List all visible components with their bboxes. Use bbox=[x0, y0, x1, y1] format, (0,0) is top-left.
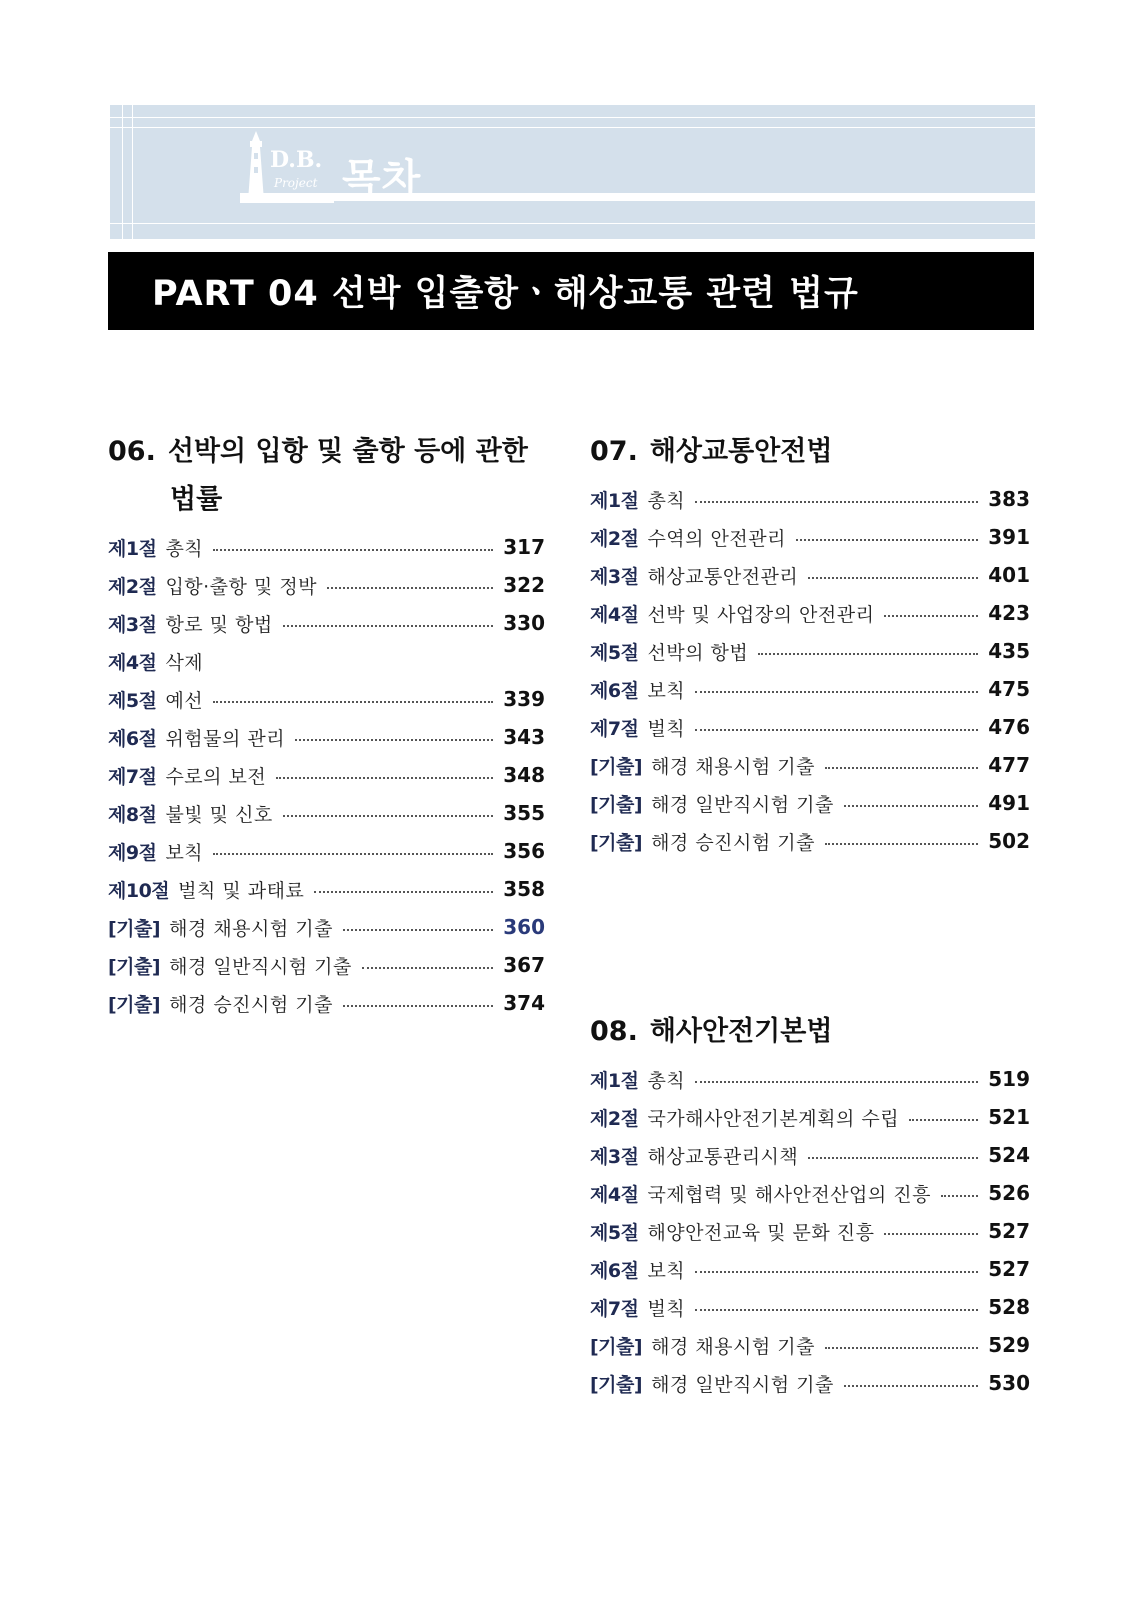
dot-leader bbox=[343, 929, 493, 931]
dot-leader bbox=[695, 1271, 978, 1273]
banner-rule bbox=[110, 223, 1035, 224]
dot-leader bbox=[213, 853, 493, 855]
toc-entry-page: 391 bbox=[988, 525, 1030, 549]
toc-entry-title: 보칙 bbox=[647, 679, 686, 702]
dot-leader bbox=[844, 805, 978, 807]
toc-entry-page: 322 bbox=[503, 573, 545, 597]
toc-entry-page: 475 bbox=[988, 677, 1030, 701]
toc-entry-page: 343 bbox=[503, 725, 545, 749]
toc-entry-title: 선박 및 사업장의 안전관리 bbox=[647, 603, 875, 626]
toc-entry-page: 521 bbox=[988, 1105, 1030, 1129]
toc-entry[interactable] bbox=[108, 528, 545, 566]
banner-vrule bbox=[132, 105, 133, 239]
toc-entry-title: 선박의 항법 bbox=[647, 641, 749, 664]
toc-entry-label: [기출] bbox=[108, 955, 161, 978]
dot-leader bbox=[844, 1385, 978, 1387]
dot-leader bbox=[314, 891, 493, 893]
toc-entry[interactable] bbox=[590, 1250, 1030, 1288]
toc-entry-title: 위험물의 관리 bbox=[165, 727, 286, 750]
toc-entry-label: 제1절 bbox=[590, 1069, 639, 1092]
dot-leader bbox=[825, 843, 978, 845]
dot-leader bbox=[695, 1081, 978, 1083]
toc-entry-label: 제7절 bbox=[108, 765, 157, 788]
toc-entry[interactable] bbox=[590, 670, 1030, 708]
toc-entry-page: 491 bbox=[988, 791, 1030, 815]
toc-entry[interactable] bbox=[108, 908, 545, 946]
toc-entry-page: 529 bbox=[988, 1333, 1030, 1357]
toc-entry-title: 해경 승진시험 기출 bbox=[651, 831, 815, 854]
dot-leader bbox=[825, 1347, 978, 1349]
toc-entry-page: 528 bbox=[988, 1295, 1030, 1319]
toc-entry[interactable] bbox=[108, 718, 545, 756]
dot-leader bbox=[808, 577, 978, 579]
toc-entry[interactable] bbox=[590, 1288, 1030, 1326]
toc-entry-page: 358 bbox=[503, 877, 545, 901]
toc-entry-label: 제9절 bbox=[108, 841, 157, 864]
toc-list bbox=[108, 528, 545, 1022]
toc-entry[interactable] bbox=[590, 822, 1030, 860]
toc-entry-label: [기출] bbox=[590, 793, 643, 816]
toc-entry-label: [기출] bbox=[590, 1373, 643, 1396]
section-title: 선박의 입항 및 출항 등에 관한 bbox=[167, 436, 528, 467]
toc-entry-title: 해양안전교육 및 문화 진흥 bbox=[647, 1221, 875, 1244]
toc-list bbox=[590, 480, 1030, 860]
dot-leader bbox=[283, 815, 493, 817]
toc-entry[interactable] bbox=[108, 832, 545, 870]
toc-entry[interactable] bbox=[590, 1212, 1030, 1250]
toc-entry[interactable] bbox=[590, 708, 1030, 746]
toc-entry[interactable] bbox=[108, 870, 545, 908]
toc-entry-label: 제8절 bbox=[108, 803, 157, 826]
toc-entry-title: 해경 일반직시험 기출 bbox=[651, 1373, 834, 1396]
dot-leader bbox=[796, 539, 978, 541]
toc-entry-page: 360 bbox=[503, 915, 545, 939]
toc-entry-page: 356 bbox=[503, 839, 545, 863]
toc-entry-page: 355 bbox=[503, 801, 545, 825]
toc-entry-page: 423 bbox=[988, 601, 1030, 625]
toc-entry-label: 제2절 bbox=[108, 575, 157, 598]
dot-leader bbox=[884, 615, 978, 617]
toc-entry-title: 해경 승진시험 기출 bbox=[169, 993, 333, 1016]
toc-entry[interactable] bbox=[590, 1098, 1030, 1136]
toc-entry[interactable] bbox=[590, 556, 1030, 594]
toc-entry-label: 제5절 bbox=[108, 689, 157, 712]
toc-entry-title: 총칙 bbox=[647, 1069, 686, 1092]
toc-entry-page: 477 bbox=[988, 753, 1030, 777]
toc-entry-title: 입항·출항 및 정박 bbox=[165, 575, 318, 598]
toc-entry-title: 국가해사안전기본계획의 수립 bbox=[647, 1107, 900, 1130]
toc-entry-label: 제4절 bbox=[108, 651, 157, 674]
toc-entry-label: 제1절 bbox=[108, 537, 157, 560]
toc-entry-label: 제10절 bbox=[108, 879, 170, 902]
toc-entry-title: 벌칙 bbox=[647, 1297, 686, 1320]
toc-entry-title: 수로의 보전 bbox=[165, 765, 267, 788]
toc-entry-label: 제6절 bbox=[108, 727, 157, 750]
toc-entry[interactable] bbox=[108, 566, 545, 604]
toc-entry-title: 해경 채용시험 기출 bbox=[169, 917, 333, 940]
section-number: 07. bbox=[590, 436, 638, 467]
dot-leader bbox=[295, 739, 493, 741]
toc-entry-page: 367 bbox=[503, 953, 545, 977]
toc-entry-label: 제3절 bbox=[590, 565, 639, 588]
toc-entry-title: 해상교통관리시책 bbox=[647, 1145, 799, 1168]
toc-entry-title: 벌칙 및 과태료 bbox=[178, 879, 305, 902]
toc-entry[interactable] bbox=[590, 518, 1030, 556]
toc-entry-page: 527 bbox=[988, 1257, 1030, 1281]
toc-entry[interactable] bbox=[590, 632, 1030, 670]
dot-leader bbox=[695, 729, 978, 731]
toc-entry-title: 보칙 bbox=[647, 1259, 686, 1282]
toc-entry-page: 530 bbox=[988, 1371, 1030, 1395]
dot-leader bbox=[276, 777, 493, 779]
toc-entry[interactable] bbox=[108, 794, 545, 832]
section-heading bbox=[590, 432, 1030, 480]
section-heading bbox=[108, 432, 545, 480]
toc-entry[interactable] bbox=[108, 604, 545, 642]
toc-entry-page: 330 bbox=[503, 611, 545, 635]
banner-rule bbox=[110, 117, 1035, 118]
toc-entry-page: 339 bbox=[503, 687, 545, 711]
toc-entry-page: 519 bbox=[988, 1067, 1030, 1091]
toc-entry-title: 벌칙 bbox=[647, 717, 686, 740]
section-07 bbox=[590, 432, 1030, 860]
section-number: 08. bbox=[590, 1016, 638, 1047]
toc-entry[interactable] bbox=[108, 642, 545, 680]
toc-entry-page: 401 bbox=[988, 563, 1030, 587]
toc-entry-label: 제7절 bbox=[590, 1297, 639, 1320]
toc-entry-title: 불빛 및 신호 bbox=[165, 803, 273, 826]
toc-entry-page: 527 bbox=[988, 1219, 1030, 1243]
dot-leader bbox=[695, 501, 978, 503]
toc-entry[interactable] bbox=[590, 1174, 1030, 1212]
toc-list bbox=[590, 1060, 1030, 1402]
toc-entry-title: 해상교통안전관리 bbox=[647, 565, 799, 588]
toc-entry-label: 제4절 bbox=[590, 603, 639, 626]
toc-entry-label: 제2절 bbox=[590, 1107, 639, 1130]
dot-leader bbox=[343, 1005, 493, 1007]
toc-entry-page: 524 bbox=[988, 1143, 1030, 1167]
toc-entry[interactable] bbox=[590, 1060, 1030, 1098]
toc-entry-label: 제3절 bbox=[590, 1145, 639, 1168]
toc-entry-page: 383 bbox=[988, 487, 1030, 511]
toc-entry-title: 해경 채용시험 기출 bbox=[651, 755, 815, 778]
toc-entry-label: 제3절 bbox=[108, 613, 157, 636]
toc-entry[interactable] bbox=[590, 1326, 1030, 1364]
toc-entry[interactable] bbox=[108, 756, 545, 794]
toc-entry-label: 제4절 bbox=[590, 1183, 639, 1206]
toc-entry-label: [기출] bbox=[108, 993, 161, 1016]
toc-entry-page: 502 bbox=[988, 829, 1030, 853]
section-number: 06. bbox=[108, 436, 156, 467]
toc-entry-page: 476 bbox=[988, 715, 1030, 739]
banner-vrule bbox=[122, 105, 123, 239]
dot-leader bbox=[808, 1157, 978, 1159]
section-title: 해사안전기본법 bbox=[649, 1016, 833, 1047]
toc-entry-title: 총칙 bbox=[165, 537, 204, 560]
toc-entry[interactable] bbox=[108, 680, 545, 718]
toc-entry-title: 수역의 안전관리 bbox=[647, 527, 786, 550]
toc-entry-label: [기출] bbox=[590, 1335, 643, 1358]
toc-entry-label: 제5절 bbox=[590, 1221, 639, 1244]
toc-entry-title: 해경 채용시험 기출 bbox=[651, 1335, 815, 1358]
toc-entry-label: 제1절 bbox=[590, 489, 639, 512]
section-heading bbox=[590, 1012, 1030, 1060]
toc-entry[interactable] bbox=[590, 594, 1030, 632]
toc-entry-page: 374 bbox=[503, 991, 545, 1015]
dot-leader bbox=[327, 587, 493, 589]
toc-entry-label: [기출] bbox=[590, 831, 643, 854]
page-title: 목차 bbox=[342, 156, 422, 202]
dot-leader bbox=[283, 625, 493, 627]
toc-entry-page: 348 bbox=[503, 763, 545, 787]
toc-entry-label: 제7절 bbox=[590, 717, 639, 740]
toc-entry-title: 항로 및 항법 bbox=[165, 613, 273, 636]
dot-leader bbox=[884, 1233, 978, 1235]
lighthouse-logo-icon bbox=[238, 125, 334, 203]
dot-leader bbox=[909, 1119, 978, 1121]
dot-leader bbox=[362, 967, 493, 969]
dot-leader bbox=[695, 691, 978, 693]
toc-entry-page: 317 bbox=[503, 535, 545, 559]
dot-leader bbox=[695, 1309, 978, 1311]
toc-entry[interactable] bbox=[590, 746, 1030, 784]
section-title: 해상교통안전법 bbox=[649, 436, 833, 467]
toc-entry[interactable] bbox=[590, 1364, 1030, 1402]
logo-db-text: D.B. bbox=[270, 147, 323, 173]
toc-entry-title: 해경 일반직시험 기출 bbox=[169, 955, 352, 978]
toc-entry-label: 제2절 bbox=[590, 527, 639, 550]
toc-entry-label: 제5절 bbox=[590, 641, 639, 664]
toc-entry-label: [기출] bbox=[108, 917, 161, 940]
dot-leader bbox=[758, 653, 978, 655]
toc-entry[interactable] bbox=[590, 784, 1030, 822]
dot-leader bbox=[825, 767, 978, 769]
toc-entry[interactable] bbox=[108, 946, 545, 984]
toc-entry-title: 해경 일반직시험 기출 bbox=[651, 793, 834, 816]
section-06 bbox=[108, 432, 545, 1022]
toc-entry-title: 예선 bbox=[165, 689, 204, 712]
toc-entry-label: 제6절 bbox=[590, 679, 639, 702]
section-08 bbox=[590, 1012, 1030, 1402]
toc-entry-title: 총칙 bbox=[647, 489, 686, 512]
toc-entry[interactable] bbox=[590, 1136, 1030, 1174]
toc-entry-title: 보칙 bbox=[165, 841, 204, 864]
toc-entry-label: 제6절 bbox=[590, 1259, 639, 1282]
section-title-cont: 법률 bbox=[170, 484, 223, 515]
toc-entry-label: [기출] bbox=[590, 755, 643, 778]
toc-entry-title: 국제협력 및 해사안전산업의 진흥 bbox=[647, 1183, 932, 1206]
toc-entry-title: 삭제 bbox=[165, 651, 204, 674]
toc-entry-page: 435 bbox=[988, 639, 1030, 663]
toc-entry-page: 526 bbox=[988, 1181, 1030, 1205]
dot-leader bbox=[213, 701, 493, 703]
part-title: PART 04 선박 입출항ㆍ해상교통 관련 법규 bbox=[152, 274, 859, 314]
logo-project-text: Project bbox=[274, 176, 318, 190]
dot-leader bbox=[941, 1195, 978, 1197]
part-title-bar bbox=[108, 252, 1034, 330]
toc-entry[interactable] bbox=[108, 984, 545, 1022]
header-banner bbox=[110, 105, 1035, 239]
dot-leader bbox=[213, 549, 493, 551]
toc-entry[interactable] bbox=[590, 480, 1030, 518]
